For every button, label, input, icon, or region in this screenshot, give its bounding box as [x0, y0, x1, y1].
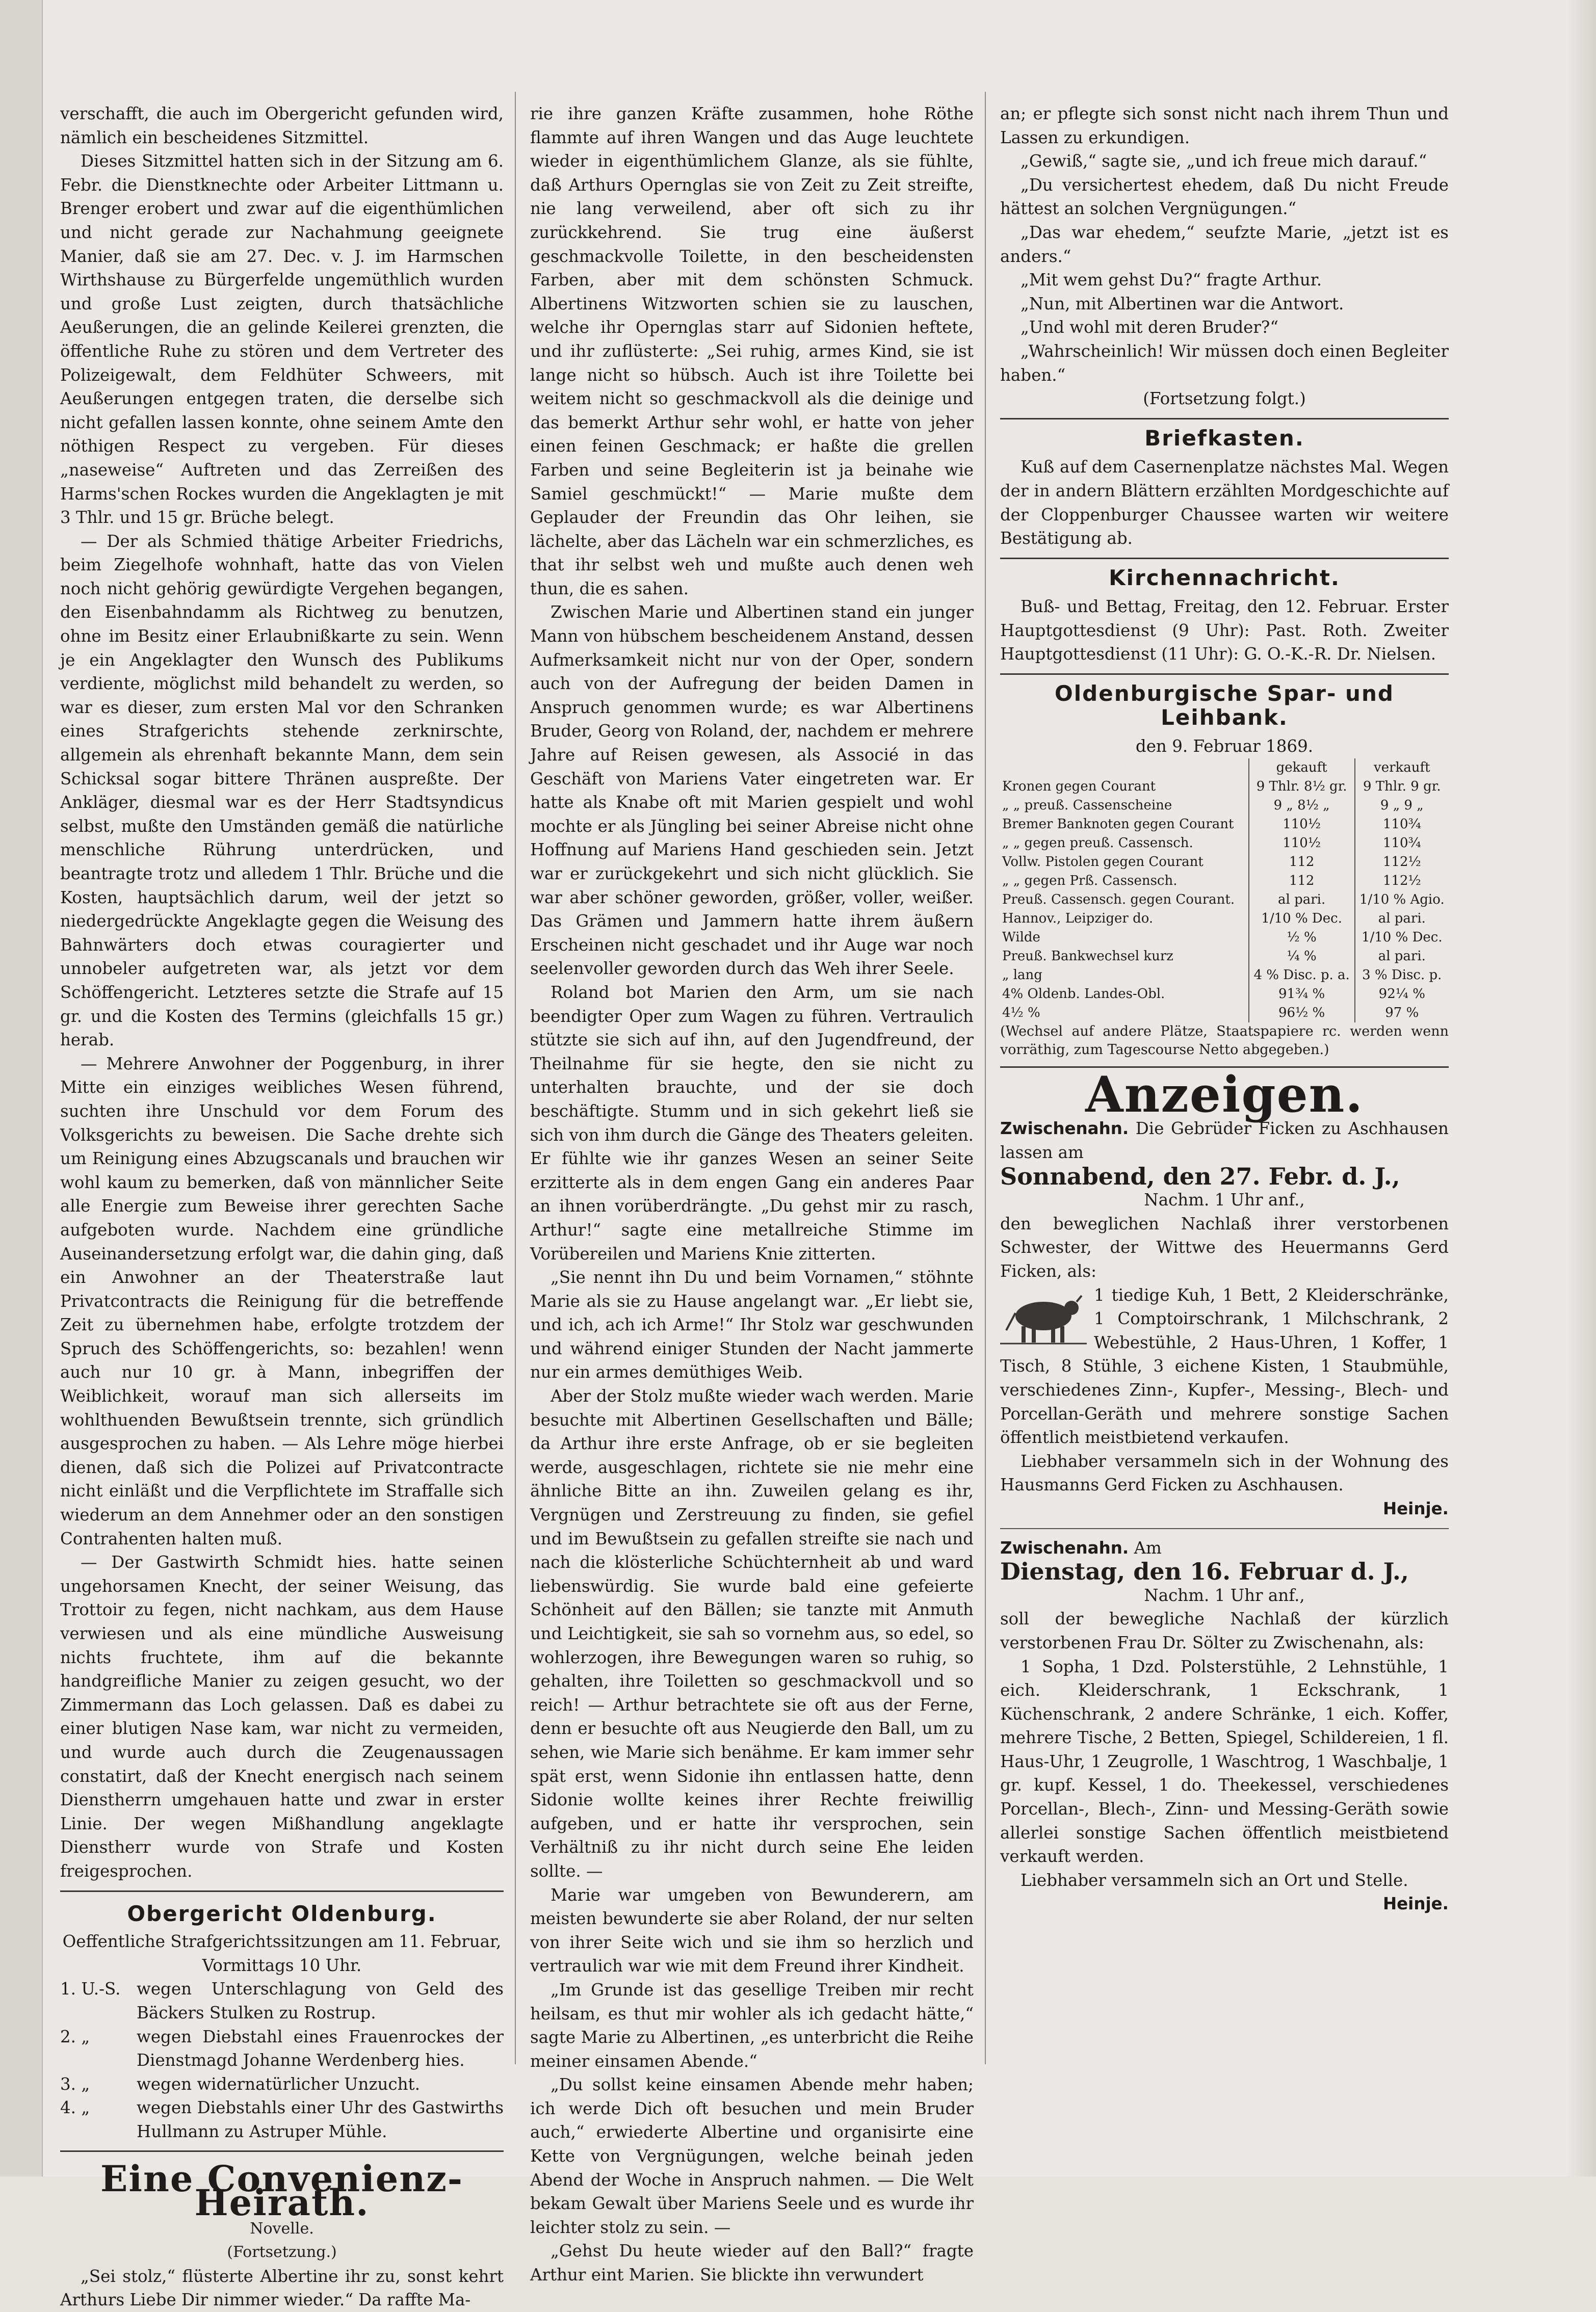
court-case-list [60, 1977, 504, 2143]
ad-note: Liebhaber versammeln sich in der Wohnung des Hausmanns Gerd Ficken zu Aschhausen. [1000, 1451, 1449, 1495]
table-header [1000, 758, 1449, 777]
paragraph: rie ihre ganzen Kräfte zusammen, hohe Röthe flammte auf ihren Wangen und das Auge leuchtete wieder in eigenthümlichem Glanze, als sie fühlte, daß Arthurs Opernglas sie von Zeit zu Zeit streifte, nie lang verweilend, aber oft sich zu ihr zurückkehrend. Sie trug eine äußerst geschmackvolle Toilette, in den bescheidensten Farben, aber mit dem schönsten Schmuck. Albertinens Witzworten schien sie zu lauschen, welche ihr Opernglas starr auf Sidonien heftete, und ihr zuflüsterte: „Sei ruhig, armes Kind, sie ist lange nicht so hübsch. Auch ist ihre Toilette bei weitem nicht so geschmackvoll als die deinige und das bemerkt Arthur sehr wohl, er hatte von jeher einen feinen Geschmack; er haßte die grellen Farben und seine Begleiterin ist ja beinahe wie Samiel geschmückt!“ — Marie mußte dem Geplauder der Freundin das Ohr leihen, sie lächelte, aber das Lächeln war ein schmerzliches, es that ihr selbst weh und mußte auch denen weh thun, die es sahen. [530, 104, 974, 598]
column-header-verkauft: verkauft [1355, 758, 1449, 777]
paragraph: „Im Grunde ist das gesellige Treiben mir recht heilsam, es thut mir wohler als ich gedacht hätte,“ sagte Marie zu Albertinen, „es unterbricht die Reihe meiner einsamen Abende.“ [530, 1980, 974, 2071]
column-1 [60, 102, 504, 2312]
ad-note: Liebhaber versammeln sich an Ort und Stelle. [1021, 1870, 1408, 1890]
ad-place: Zwischenahn. [1000, 1119, 1129, 1139]
ad-intro: Am [1134, 1538, 1162, 1558]
paragraph: „Gewiß,“ sagte sie, „und ich freue mich darauf.“ [1021, 151, 1427, 171]
paragraph: „Wahrscheinlich! Wir müssen doch einen Begleiter haben.“ [1000, 341, 1449, 385]
table-row: Preuß. Bankwechsel kurz ¼ % al pari. [1000, 947, 1449, 966]
section-heading-kirchennachricht: Kirchennachricht. [1109, 565, 1340, 590]
ad-date: Sonnabend, den 27. Febr. d. J., [1000, 1162, 1400, 1190]
court-case-item: 3. „ wegen widernatürlicher Unzucht. [60, 2074, 420, 2094]
ad-text: den beweglichen Nachlaß ihrer verstorbenen Schwester, der Wittwe des Heuermanns Gerd Ficken, als: [1000, 1214, 1449, 1281]
ad-time: Nachm. 1 Uhr anf., [1144, 1585, 1305, 1605]
column-3 [1000, 102, 1449, 1916]
table-row: Vollw. Pistolen gegen Courant 112 112½ [1000, 853, 1449, 872]
ad-items: 1 tiedige Kuh, 1 Bett, 2 Kleiderschränke, 1 Comptoirschrank, 1 Milchschrank, 2 Webestühle, 2 Haus-Uhren, 1 Koffer, 1 Tisch, 8 Stühle, 3 eichene Kisten, 1 Staubmühle, verschiedenes Zinn-, Kupfer-, Messing-, Blech- und Porcellan-Geräth und mehrere sonstige Sachen öffentlich meistbietend verkaufen. [1000, 1285, 1449, 1448]
advertisement-2 [1000, 1536, 1449, 1916]
ad-text: soll der bewegliche Nachlaß der kürzlich verstorbenen Frau Dr. Sölter zu Zwischenahn, als: [1000, 1609, 1449, 1652]
section-heading-bank: Oldenburgische Spar- und Leihbank. [1055, 681, 1394, 730]
table-row: „ lang 4 % Disc. p. a. 3 % Disc. p. [1000, 966, 1449, 985]
continuation-note: (Fortsetzung folgt.) [1143, 389, 1306, 409]
novel-genre: Novelle. [250, 2219, 314, 2238]
column-rule [985, 92, 986, 2064]
court-case-item: 1. U.-S. wegen Unterschlagung von Geld des Bäckers Stulken zu Rostrup. [60, 1979, 504, 2022]
paragraph: „Du sollst keine einsamen Abende mehr haben; ich werde Dich oft besuchen und mein Bruder auch,“ erwiederte Albertine und organisirte eine Kette von Vergnügungen, welche beinah jeden Abend der Woche in Anspruch nahmen. — Die Welt bekam Gewalt über Mariens Seele und es wurde ihr leichter stolz zu sein. — [530, 2075, 974, 2237]
court-case-item: 2. „ wegen Diebstahl eines Frauenrockes der Dienstmagd Johanne Werdenberg hies. [60, 2027, 504, 2070]
paragraph: „Sei stolz,“ flüsterte Albertine ihr zu, sonst kehrt Arthurs Liebe Dir nimmer wieder.“ Da raffte Ma- [60, 2266, 504, 2310]
table-row: 4½ % 96½ % 97 % [1000, 1004, 1449, 1022]
paragraph: Zwischen Marie und Albertinen stand ein junger Mann von hübschem bescheidenem Anstand, dessen Aufmerksamkeit nicht nur von der Oper, sondern auch von der Aufregung der beiden Damen in Anspruch genommen wurde; es war Albertinens Bruder, Georg von Roland, der, nachdem er mehrere Jahre auf Reisen gewesen, als Associé in das Geschäft von Mariens Vater eingetreten war. Er hatte als Knabe oft mit Marien gespielt und wohl mochte er als Jüngling bei seiner Abreise nicht ohne Hoffnung auf Mariens Hand geschieden sein. Jetzt war er zurückgekehrt und sich nicht glücklich. Sie war aber schöner geworden, größer, voller, weißer. Das Grämen und Jammern hatte ihrem äußern Erscheinen nicht geschadet und ihr Auge war noch seelenvoller geworden durch das Weh ihrer Seele. [530, 602, 974, 979]
court-session-intro: Oeffentliche Strafgerichtssitzungen am 11. Februar, Vormittags 10 Uhr. [62, 1932, 502, 1975]
table-row: „ „ gegen Prß. Cassensch. 112 112½ [1000, 872, 1449, 890]
column-header-gekauft: gekauft [1249, 758, 1355, 777]
adjacent-page-edge [0, 0, 43, 2176]
ad-intro: Die Gebrüder Ficken zu Aschhausen lassen am [1000, 1119, 1449, 1163]
section-heading-anzeigen: Anzeigen. [1085, 1065, 1364, 1123]
novel-title: Eine Convenienz-Heirath. [100, 2158, 463, 2224]
ad-signature: Heinje. [1382, 1499, 1449, 1518]
paragraph: — Mehrere Anwohner der Poggenburg, in ihrer Mitte ein einziges weibliches Wesen führend, suchten ihre Unschuld vor dem Forum des Volksgerichts zu beweisen. Die Sache drehte sich um Reinigung eines Abzugscanals und brauchen wir wohl kaum zu bemerken, daß von männlicher Seite alle Energie zum Beweise ihrer gerechten Sache aufgeboten wurde. Nachdem eine gründliche Auseinandersetzung erfolgt war, die dahin ging, daß ein Anwohner an der Theaterstraße laut Privatcontracts die Reinigung für die betreffende Zeit zu übernehmen habe, erfolgte trotzdem der Spruch des Schöffengerichts, so: bezahlen! wenn auch nur 10 gr. à Mann, inbegriffen der Weiblichkeit, worauf man sich allerseits im wohlthuenden Bewußtsein trennte, sich gründlich ausgesprochen zu haben. — Als Lehre möge hierbei dienen, daß sich die Polizei auf Privatcontracte nicht einläßt und die Verpflichtete im Straffalle sich wiederum an dem Annehmer oder an den sonstigen Contrahenten halten muß. [60, 1054, 504, 1548]
column-rule [515, 92, 516, 2064]
paragraph: Buß- und Bettag, Freitag, den 12. Februar. Erster Hauptgottesdienst (9 Uhr): Past. Roth. Zweiter Hauptgottesdienst (11 Uhr): G. O.-K.-R. Dr. Nielsen. [1000, 597, 1449, 664]
bank-note: (Wechsel auf andere Plätze, Staatspapiere rc. werden wenn vorräthig, zum Tagescourse Netto abgegeben.) [1000, 1023, 1449, 1058]
paragraph: — Der Gastwirth Schmidt hies. hatte seinen ungehorsamen Knecht, der seiner Weisung, das Trottoir zu fegen, nicht nachkam, aus dem Hause verwiesen und als eine mündliche Ausweisung nichts fruchtete, ihm auf die bekannte handgreifliche Manier zu zeigen gesucht, wo der Zimmermann das Loch gelassen. Daß es dabei zu einer blutigen Nase kam, war nicht zu vermeiden, und wurde auch durch die Zeugenaussagen constatirt, daß der Knecht energisch nach seinem Dienstherrn umgehauen hatte und zwar in erster Linie. Der wegen Mißhandlung angeklagte Dienstherr wurde von Strafe und Kosten freigesprochen. [60, 1553, 504, 1881]
table-row: Hannov., Leipziger do. 1/10 % Dec. al pari. [1000, 909, 1449, 928]
paragraph: Kuß auf dem Casernenplatze nächstes Mal. Wegen der in andern Blättern erzählten Mordgeschichte auf der Cloppenburger Chaussee warten wir weitere Bestätigung ab. [1000, 457, 1449, 548]
section-divider [60, 1890, 504, 1892]
table-row: Bremer Banknoten gegen Courant 110½ 110¾ [1000, 815, 1449, 834]
paragraph: „Sie nennt ihn Du und beim Vornamen,“ stöhnte Marie als sie zu Hause angelangt war. „Er liebt sie, und ich, ach ich Arme!“ Ihr Stolz war geschwunden und während einiger Stunden der Nacht jammerte nur ein armes demüthiges Weib. [530, 1268, 974, 1382]
paragraph: verschafft, die auch im Obergericht gefunden wird, nämlich ein bescheidenes Sitzmittel. [60, 104, 504, 147]
section-divider [1000, 1528, 1449, 1529]
paragraph: „Mit wem gehst Du?“ fragte Arthur. [1021, 270, 1322, 290]
paragraph: an; er pflegte sich sonst nicht nach ihrem Thun und Lassen zu erkundigen. [1000, 104, 1449, 147]
ad-place: Zwischenahn. [1000, 1538, 1129, 1558]
ad-date: Dienstag, den 16. Februar d. J., [1000, 1558, 1409, 1586]
novel-continuation: (Fortsetzung.) [227, 2243, 337, 2262]
table-row: Preuß. Cassensch. gegen Courant. al pari. 1/10 % Agio. [1000, 890, 1449, 909]
section-divider [1000, 673, 1449, 675]
advertisement-1 [1000, 1117, 1449, 1520]
table-row: „ „ gegen preuß. Cassensch. 110½ 110¾ [1000, 834, 1449, 853]
section-divider [60, 2150, 504, 2152]
paragraph: — Der als Schmied thätige Arbeiter Friedrichs, beim Ziegelhofe wohnhaft, hatte das von Vielen noch nicht gehörig gewürdigte Vergehen begangen, den Eisenbahndamm als Richtweg zu benutzen, ohne im Besitz einer Erlaubnißkarte zu sein. Wenn je ein Angeklagter den Wunsch des Publikums verdiente, möglichst mild behandelt zu werden, so war es dieser, zum ersten Mal vor den Schranken eines Strafgerichts stehende zerknirschte, allgemein als ehrenhaft bekannte Mann, dem sein Schicksal sogar bittere Thränen auspreßte. Der Ankläger, diesmal war es der Herr Stadtsyndicus selbst, mußte den Umständen gemäß die natürliche menschliche Rührung unterdrücken, und beantragte trotz und alledem 1 Thlr. Brüche und die Kosten, hauptsächlich darum, weil der jetzt so niedergedrückte Angeklagte gegen die Weisung des Bahnwärters doch etwas couragierter und unnobeler aufgetreten war, als jetzt vor dem Schöffengericht. Letzteres setzte die Strafe auf 15 gr. und die Kosten des Termins (gleichfalls 15 gr.) herab. [60, 531, 504, 1050]
exchange-rate-table [1000, 758, 1449, 1022]
paragraph: Marie war umgeben von Bewunderern, am meisten bewunderte sie aber Roland, der nur selten von ihrer Seite wich und sie ihm so herzlich und vertraulich war wie mit dem Freund ihrer Kindheit. [530, 1885, 974, 1976]
column-2 [530, 102, 974, 2287]
court-case-item: 4. „ wegen Diebstahls einer Uhr des Gastwirths Hullmann zu Astruper Mühle. [60, 2098, 504, 2141]
paragraph: Roland bot Marien den Arm, um sie nach beendigter Oper zum Wagen zu führen. Vertraulich stützte sie sich auf ihn, auf den Jugendfreund, der Theilnahme für sie hegte, den sie nicht zu unterhalten brauchte, und der sie doch beschäftigte. Stumm und in sich gekehrt ließ sie sich von ihm durch die Gänge des Theaters geleiten. Er fühlte wie ihr ganzes Wesen an seiner Seite erzitterte als in dem engen Gang ein anderes Paar an ihnen vorüberdrängte. „Du gehst mir zu rasch, Arthur!“ sagte eine metallreiche Stimme im Vorübereilen und Mariens Knie zitterten. [530, 982, 974, 1264]
table-row: 4% Oldenb. Landes-Obl. 91¾ % 92¼ % [1000, 985, 1449, 1004]
paragraph: Dieses Sitzmittel hatten sich in der Sitzung am 6. Febr. die Dienstknechte oder Arbeiter Littmann u. Brenger erobert und zwar auf die eigenthümlichen und nicht gerade zur Nachahmung geeignete Manier, daß sie am 27. Dec. v. J. im Harmschen Wirthshause zu Bürgerfelde ungemüthlich wurden und große Lust zeigten, durch thatsächliche Aeußerungen, die an gelinde Keilerei grenzten, die öffentliche Ruhe zu stören und dem Vertreter des Polizeigewalt, dem Feldhüter Schweers, mit Aeußerungen entgegen traten, die derselbe sich nicht gefallen lassen konnte, ohne seinem Amte den nöthigen Respect zu vergeben. Für dieses „naseweise“ Auftreten und das Zerreißen des Harms'schen Rockes wurden die Angeklagten je mit 3 Thlr. und 15 gr. Brüche belegt. [60, 151, 504, 528]
paragraph: „Das war ehedem,“ seufzte Marie, „jetzt ist es anders.“ [1000, 222, 1449, 266]
ad-items: 1 Sopha, 1 Dzd. Polsterstühle, 2 Lehnstühle, 1 eich. Kleiderschrank, 1 Eckschrank, 1 Küchenschrank, 2 andere Schränke, 1 eich. Koffer, mehrere Tische, 2 Betten, Spiegel, Schildereien, 1 fl. Haus-Uhr, 1 Zeugrolle, 1 Waschtrog, 1 Waschbalje, 1 gr. kupf. Kessel, 1 do. Theekessel, verschiedenes Porcellan-, Blech-, Zinn- und Messing-Geräth sowie allerlei sonstige Sachen öffentlich meistbietend verkauft werden. [1000, 1657, 1449, 1867]
paragraph: Aber der Stolz mußte wieder wach werden. Marie besuchte mit Albertinen Gesellschaften und Bälle; da Arthur ihre erste Anfrage, ob er sie begleiten werde, ausgeschlagen, richtete sie nie mehr eine ähnliche Bitte an ihn. Zuweilen gelang es ihr, Vergnügen und Zerstreuung zu finden, sie gefiel und im Bewußtsein zu gefallen streifte sie nach und nach die klösterliche Schüchternheit ab und ward liebenswürdig. Sie wurde bald eine gefeierte Schönheit auf den Bällen; sie tanzte mit Anmuth und Leichtigkeit, sie sah so vornehm aus, so edel, so wohlerzogen, ihre Bewegungen waren so ruhig, so gehalten, ihre Toiletten so geschmackvoll und so reich! — Arthur betrachtete sie oft aus der Ferne, denn er besuchte oft aus Neugierde den Ball, um zu sehen, wie Marie sich benähme. Er kam immer sehr spät erst, wenn Sidonie ihn entlassen hatte, denn Sidonie wollte keines ihrer Rechte freiwillig aufgeben, und er hatte ihr versprochen, sein Verhältniß zu ihr nicht durch seine Ehe leiden sollte. — [530, 1386, 974, 1881]
bank-date: den 9. Februar 1869. [1135, 737, 1314, 756]
section-divider [1000, 558, 1449, 559]
section-heading-briefkasten: Briefkasten. [1144, 425, 1304, 451]
cow-icon [1000, 1286, 1087, 1348]
section-heading-obergericht: Obergericht Oldenburg. [127, 1901, 437, 1926]
table-row: Wilde ½ % 1/10 % Dec. [1000, 928, 1449, 947]
paragraph: „Gehst Du heute wieder auf den Ball?“ fragte Arthur eint Marien. Sie blickte ihn verwundert [530, 2241, 974, 2285]
paragraph: „Und wohl mit deren Bruder?“ [1021, 318, 1278, 337]
paragraph: „Du versichertest ehedem, daß Du nicht Freude hättest an solchen Vergnügungen.“ [1000, 175, 1449, 219]
ad-time: Nachm. 1 Uhr anf., [1144, 1190, 1305, 1210]
page-right-edge [1565, 0, 1596, 2176]
paragraph: „Nun, mit Albertinen war die Antwort. [1021, 294, 1344, 313]
table-row: „ „ preuß. Cassenscheine 9 „ 8½ „ 9 „ 9 „ [1000, 796, 1449, 815]
section-divider [1000, 418, 1449, 419]
table-row: Kronen gegen Courant 9 Thlr. 8½ gr. 9 Thlr. 9 gr. [1000, 777, 1449, 796]
ad-signature: Heinje. [1382, 1894, 1449, 1914]
